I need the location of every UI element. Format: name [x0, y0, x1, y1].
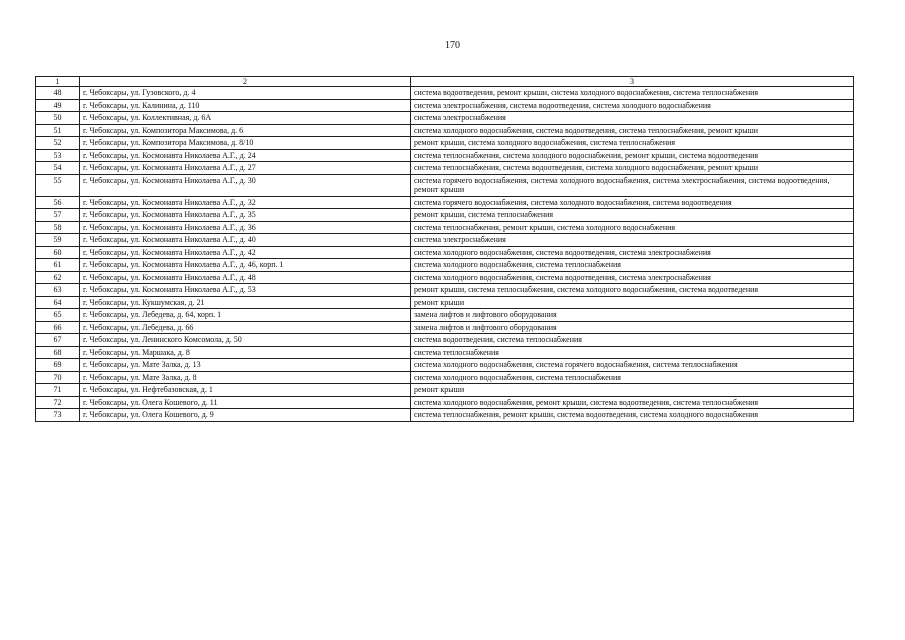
- address-cell: г. Чебоксары, ул. Космонавта Николаева А.Г., д. 53: [80, 284, 411, 297]
- table-row: [36, 384, 854, 397]
- row-number-cell: 68: [36, 346, 80, 359]
- address-cell: г. Чебоксары, ул. Космонавта Николаева А.Г., д. 36: [80, 221, 411, 234]
- works-cell: ремонт крыши: [411, 384, 854, 397]
- row-number-cell: 69: [36, 359, 80, 372]
- row-number-cell: 70: [36, 371, 80, 384]
- row-number-cell: 61: [36, 259, 80, 272]
- row-number-cell: 72: [36, 396, 80, 409]
- table-row: [36, 174, 854, 196]
- row-number-cell: 65: [36, 309, 80, 322]
- table-row: [36, 371, 854, 384]
- works-cell: система теплоснабжения, ремонт крыши, система водоотведения, система холодного водоснабжения: [411, 409, 854, 422]
- works-cell: система холодного водоснабжения, система водоотведения, система теплоснабжения, ремонт крыши: [411, 124, 854, 137]
- works-cell: ремонт крыши: [411, 296, 854, 309]
- address-cell: г. Чебоксары, ул. Гузовского, д. 4: [80, 87, 411, 100]
- table-row: [36, 124, 854, 137]
- works-cell: ремонт крыши, система холодного водоснабжения, система теплоснабжения: [411, 137, 854, 150]
- table-header-row: [36, 77, 854, 87]
- table-row: [36, 149, 854, 162]
- row-number-cell: 48: [36, 87, 80, 100]
- works-cell: ремонт крыши, система теплоснабжения, система холодного водоснабжения, система водоотведения: [411, 284, 854, 297]
- address-cell: г. Чебоксары, ул. Космонавта Николаева А.Г., д. 32: [80, 196, 411, 209]
- row-number-cell: 50: [36, 112, 80, 125]
- works-cell: система холодного водоснабжения, система водоотведения, система электроснабжения: [411, 246, 854, 259]
- table-row: [36, 246, 854, 259]
- row-number-cell: 52: [36, 137, 80, 150]
- row-number-cell: 60: [36, 246, 80, 259]
- row-number-cell: 73: [36, 409, 80, 422]
- address-cell: г. Чебоксары, ул. Нефтебазовская, д. 1: [80, 384, 411, 397]
- table-row: [36, 112, 854, 125]
- address-cell: г. Чебоксары, ул. Олега Кошевого, д. 9: [80, 409, 411, 422]
- row-number-cell: 64: [36, 296, 80, 309]
- works-cell: ремонт крыши, система теплоснабжения: [411, 209, 854, 222]
- table-row: [36, 409, 854, 422]
- works-cell: система холодного водоснабжения, ремонт крыши, система водоотведения, система теплоснабжения: [411, 396, 854, 409]
- address-cell: г. Чебоксары, ул. Лебедева, д. 64, корп. 1: [80, 309, 411, 322]
- table-row: [36, 234, 854, 247]
- works-cell: система теплоснабжения: [411, 346, 854, 359]
- page-number: 170: [445, 40, 460, 51]
- address-cell: г. Чебоксары, ул. Маршака, д. 8: [80, 346, 411, 359]
- works-cell: система холодного водоснабжения, система горячего водоснабжения, система теплоснабжения: [411, 359, 854, 372]
- works-cell: замена лифтов и лифтового оборудования: [411, 321, 854, 334]
- works-cell: система электроснабжения, система водоотведения, система холодного водоснабжения: [411, 99, 854, 112]
- column-header-works: 3: [411, 77, 854, 87]
- works-cell: замена лифтов и лифтового оборудования: [411, 309, 854, 322]
- row-number-cell: 53: [36, 149, 80, 162]
- address-cell: г. Чебоксары, ул. Коллективная, д. 6А: [80, 112, 411, 125]
- address-cell: г. Чебоксары, ул. Композитора Максимова, д. 6: [80, 124, 411, 137]
- table-row: [36, 309, 854, 322]
- row-number-cell: 59: [36, 234, 80, 247]
- table-row: [36, 162, 854, 175]
- works-cell: система водоотведения, система теплоснабжения: [411, 334, 854, 347]
- table-row: [36, 99, 854, 112]
- row-number-cell: 57: [36, 209, 80, 222]
- row-number-cell: 56: [36, 196, 80, 209]
- row-number-cell: 49: [36, 99, 80, 112]
- table-row: [36, 221, 854, 234]
- row-number-cell: 66: [36, 321, 80, 334]
- works-cell: система электроснабжения: [411, 234, 854, 247]
- table-row: [36, 321, 854, 334]
- row-number-cell: 63: [36, 284, 80, 297]
- address-cell: г. Чебоксары, ул. Ленинского Комсомола, д. 50: [80, 334, 411, 347]
- row-number-cell: 67: [36, 334, 80, 347]
- table-row: [36, 209, 854, 222]
- address-cell: г. Чебоксары, ул. Космонавта Николаева А.Г., д. 35: [80, 209, 411, 222]
- address-cell: г. Чебоксары, ул. Олега Кошевого, д. 11: [80, 396, 411, 409]
- works-cell: система теплоснабжения, ремонт крыши, система холодного водоснабжения: [411, 221, 854, 234]
- table-row: [36, 87, 854, 100]
- address-cell: г. Чебоксары, ул. Космонавта Николаева А.Г., д. 42: [80, 246, 411, 259]
- address-cell: г. Чебоксары, ул. Космонавта Николаева А.Г., д. 24: [80, 149, 411, 162]
- works-cell: система водоотведения, ремонт крыши, система холодного водоснабжения, система теплоснабжения: [411, 87, 854, 100]
- address-cell: г. Чебоксары, ул. Космонавта Николаева А.Г., д. 40: [80, 234, 411, 247]
- works-cell: система горячего водоснабжения, система холодного водоснабжения, система водоотведения: [411, 196, 854, 209]
- address-cell: г. Чебоксары, ул. Калинина, д. 110: [80, 99, 411, 112]
- works-cell: система холодного водоснабжения, система теплоснабжения: [411, 259, 854, 272]
- table-row: [36, 196, 854, 209]
- row-number-cell: 71: [36, 384, 80, 397]
- row-number-cell: 54: [36, 162, 80, 175]
- row-number-cell: 55: [36, 174, 80, 196]
- table-row: [36, 284, 854, 297]
- table-row: [36, 259, 854, 272]
- row-number-cell: 51: [36, 124, 80, 137]
- works-cell: система электроснабжения: [411, 112, 854, 125]
- works-cell: система горячего водоснабжения, система холодного водоснабжения, система электроснабжения, система водоотведения, ремонт крыши: [411, 174, 854, 196]
- address-cell: г. Чебоксары, ул. Мате Залка, д. 8: [80, 371, 411, 384]
- address-cell: г. Чебоксары, ул. Кукшумская, д. 21: [80, 296, 411, 309]
- row-number-cell: 62: [36, 271, 80, 284]
- row-number-cell: 58: [36, 221, 80, 234]
- column-header-number: 1: [36, 77, 80, 87]
- works-cell: система теплоснабжения, система водоотведения, система холодного водоснабжения, ремонт крыши: [411, 162, 854, 175]
- column-header-address: 2: [80, 77, 411, 87]
- address-cell: г. Чебоксары, ул. Космонавта Николаева А.Г., д. 46, корп. 1: [80, 259, 411, 272]
- address-cell: г. Чебоксары, ул. Космонавта Николаева А.Г., д. 27: [80, 162, 411, 175]
- address-cell: г. Чебоксары, ул. Композитора Максимова, д. 8/10: [80, 137, 411, 150]
- table-row: [36, 137, 854, 150]
- address-cell: г. Чебоксары, ул. Мате Залка, д. 13: [80, 359, 411, 372]
- address-cell: г. Чебоксары, ул. Космонавта Николаева А.Г., д. 30: [80, 174, 411, 196]
- address-cell: г. Чебоксары, ул. Лебедева, д. 66: [80, 321, 411, 334]
- table-row: [36, 296, 854, 309]
- table-row: [36, 396, 854, 409]
- table-row: [36, 359, 854, 372]
- houses-table: [35, 76, 854, 422]
- table-row: [36, 271, 854, 284]
- works-cell: система теплоснабжения, система холодного водоснабжения, ремонт крыши, система водоотведения: [411, 149, 854, 162]
- works-cell: система холодного водоснабжения, система теплоснабжения: [411, 371, 854, 384]
- works-cell: система холодного водоснабжения, система водоотведения, система электроснабжения: [411, 271, 854, 284]
- table-row: [36, 334, 854, 347]
- table-row: [36, 346, 854, 359]
- address-cell: г. Чебоксары, ул. Космонавта Николаева А.Г., д. 48: [80, 271, 411, 284]
